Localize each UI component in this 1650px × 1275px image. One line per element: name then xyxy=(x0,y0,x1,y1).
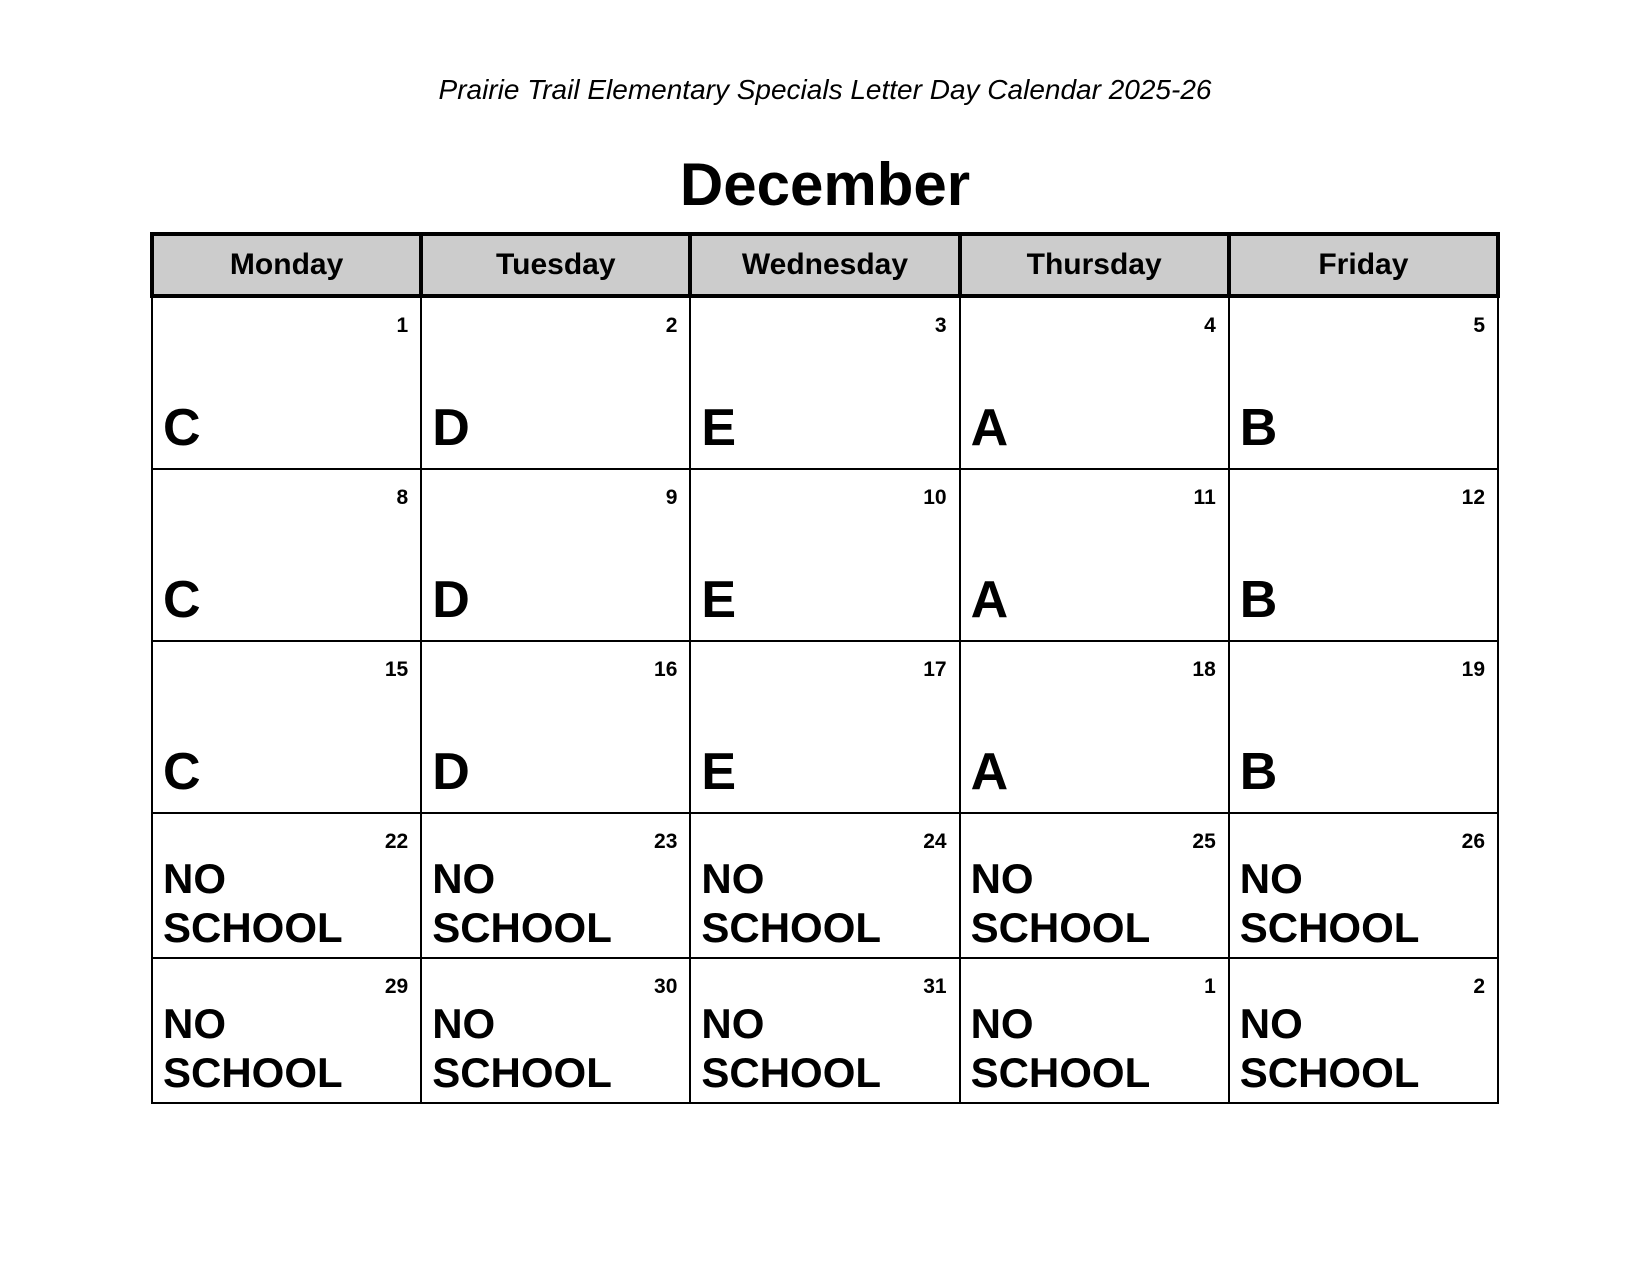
letter-day-label: C xyxy=(163,743,201,801)
calendar-day-cell xyxy=(1229,296,1498,469)
calendar-day-cell xyxy=(1229,813,1498,958)
day-number: 15 xyxy=(384,658,409,681)
letter-day-label: E xyxy=(701,571,737,629)
no-school-label: NO SCHOOL xyxy=(163,1000,343,1096)
day-number: 26 xyxy=(1461,830,1485,853)
day-number: 10 xyxy=(923,486,947,509)
no-school-label: NO SCHOOL xyxy=(701,855,882,951)
calendar-day-cell xyxy=(1229,958,1498,1103)
calendar-body xyxy=(152,296,1498,1103)
letter-day-label: D xyxy=(432,399,470,457)
calendar-day-cell xyxy=(421,641,690,813)
day-number: 31 xyxy=(923,975,947,998)
day-number: 22 xyxy=(384,830,409,853)
day-number: 12 xyxy=(1461,486,1485,509)
calendar-week-row xyxy=(152,469,1498,641)
calendar-day-cell xyxy=(690,958,959,1103)
letter-day-label: B xyxy=(1239,743,1278,801)
day-number: 16 xyxy=(654,658,678,681)
day-number: 19 xyxy=(1461,658,1485,681)
calendar-week-row xyxy=(152,958,1498,1103)
letter-day-label: C xyxy=(163,571,201,629)
calendar-day-cell xyxy=(421,469,690,641)
weekday-header-thursday: Thursday xyxy=(960,234,1229,296)
letter-day-label: A xyxy=(970,571,1009,629)
day-number: 24 xyxy=(923,830,947,853)
letter-day-label: B xyxy=(1239,571,1278,629)
weekday-header-friday: Friday xyxy=(1229,234,1498,296)
day-number: 23 xyxy=(654,830,678,853)
no-school-label: NO SCHOOL xyxy=(970,1000,1151,1096)
letter-day-label: C xyxy=(163,399,201,457)
calendar-week-row xyxy=(152,641,1498,813)
letter-day-label: A xyxy=(970,399,1009,457)
calendar-week-row xyxy=(152,296,1498,469)
calendar-day-cell xyxy=(152,469,421,641)
calendar-day-cell xyxy=(690,813,959,958)
no-school-label: NO SCHOOL xyxy=(1239,1000,1420,1096)
day-number: 9 xyxy=(665,486,678,509)
calendar-day-cell xyxy=(152,296,421,469)
calendar-day-cell xyxy=(960,469,1229,641)
letter-day-label: D xyxy=(432,571,470,629)
letter-day-label: E xyxy=(701,399,737,457)
calendar-day-cell xyxy=(960,296,1229,469)
day-number: 25 xyxy=(1192,830,1216,853)
calendar-day-cell xyxy=(152,958,421,1103)
day-number: 18 xyxy=(1192,658,1216,681)
day-number: 2 xyxy=(1473,975,1485,998)
calendar-day-cell xyxy=(152,813,421,958)
letter-day-label: B xyxy=(1239,399,1278,457)
calendar-day-cell xyxy=(1229,641,1498,813)
day-number: 30 xyxy=(654,975,678,998)
calendar-day-cell xyxy=(1229,469,1498,641)
day-number: 4 xyxy=(1204,314,1216,337)
calendar-day-cell xyxy=(960,958,1229,1103)
day-number: 5 xyxy=(1473,314,1485,337)
day-number: 8 xyxy=(396,486,409,509)
calendar-day-cell xyxy=(421,958,690,1103)
letter-day-label: D xyxy=(432,743,470,801)
letter-day-label: E xyxy=(701,743,737,801)
day-number: 11 xyxy=(1193,486,1216,509)
no-school-label: NO SCHOOL xyxy=(1239,855,1420,951)
no-school-label: NO SCHOOL xyxy=(432,1000,612,1096)
calendar-week-row xyxy=(152,813,1498,958)
calendar-day-cell xyxy=(960,813,1229,958)
month-title: December xyxy=(679,151,971,218)
calendar-day-cell xyxy=(421,296,690,469)
calendar-day-cell xyxy=(690,296,959,469)
day-number: 17 xyxy=(923,658,947,681)
weekday-header-row xyxy=(152,234,1498,296)
day-number: 1 xyxy=(1204,975,1216,998)
letter-day-label: A xyxy=(970,743,1009,801)
day-number: 1 xyxy=(396,314,409,337)
calendar-grid xyxy=(150,232,1500,1104)
calendar-subtitle: Prairie Trail Elementary Specials Letter Day Calendar 2025-26 xyxy=(438,74,1212,105)
weekday-header-monday: Monday xyxy=(152,234,421,296)
weekday-header-wednesday: Wednesday xyxy=(690,234,959,296)
calendar-day-cell xyxy=(421,813,690,958)
calendar-day-cell xyxy=(960,641,1229,813)
no-school-label: NO SCHOOL xyxy=(432,855,612,951)
calendar-day-cell xyxy=(152,641,421,813)
day-number: 2 xyxy=(665,314,678,337)
no-school-label: NO SCHOOL xyxy=(701,1000,882,1096)
no-school-label: NO SCHOOL xyxy=(163,855,343,951)
weekday-header-tuesday: Tuesday xyxy=(421,234,690,296)
calendar-day-cell xyxy=(690,641,959,813)
calendar-day-cell xyxy=(690,469,959,641)
day-number: 29 xyxy=(384,975,409,998)
day-number: 3 xyxy=(934,314,947,337)
no-school-label: NO SCHOOL xyxy=(970,855,1151,951)
